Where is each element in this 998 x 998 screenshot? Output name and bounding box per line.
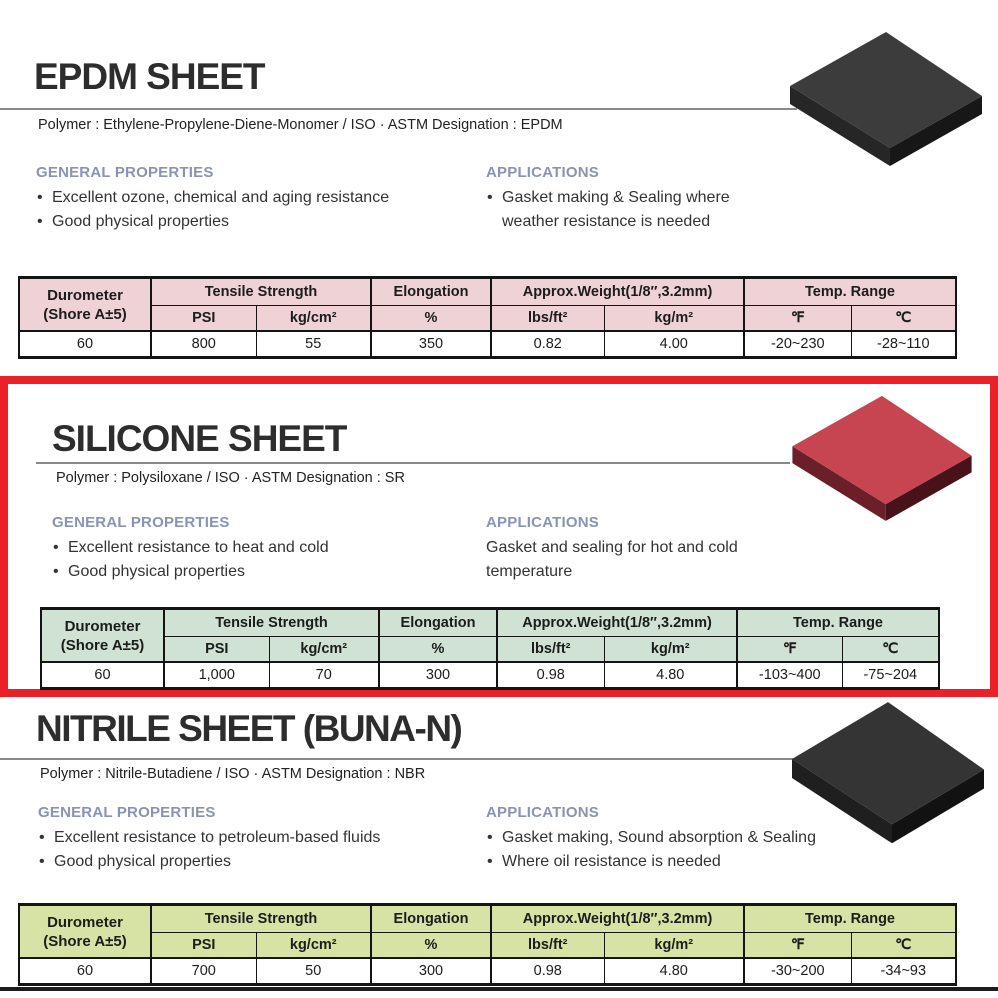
th-deg-c: ℃	[851, 933, 956, 959]
cell-kg-cm2: 50	[256, 958, 371, 985]
table-row	[19, 331, 956, 358]
th-durometer-line2: (Shore A±5)	[60, 636, 145, 654]
cell-psi: 700	[151, 958, 256, 985]
epdm-applications-heading: APPLICATIONS	[486, 164, 599, 181]
cell-durometer: 60	[19, 958, 151, 985]
cell-lbs-ft2: 0.98	[491, 958, 604, 985]
th-temp-range: Temp. Range	[744, 905, 956, 933]
cell-kg-m2: 4.80	[604, 662, 737, 689]
th-percent: %	[371, 933, 491, 959]
list-item: temperature	[486, 563, 573, 580]
epdm-spec-table	[18, 276, 957, 359]
list-item: • Excellent resistance to heat and cold	[52, 536, 329, 560]
nitrile-title-rule	[0, 758, 797, 760]
th-elongation: Elongation	[371, 905, 491, 933]
cell-kg-m2: 4.00	[604, 331, 744, 358]
cell-temp-f: -103~400	[737, 662, 842, 689]
cell-lbs-ft2: 0.82	[491, 331, 604, 358]
th-durometer-line1: Durometer	[47, 286, 123, 304]
th-elongation: Elongation	[379, 609, 497, 637]
list-item: • Good physical properties	[52, 560, 329, 584]
th-tensile-strength: Tensile Strength	[151, 278, 371, 306]
list-item: • Gasket making & Sealing where	[486, 186, 730, 210]
list-item: • Good physical properties	[36, 210, 389, 234]
th-lbs-ft2: lbs/ft²	[491, 306, 604, 332]
th-durometer	[41, 609, 164, 663]
cell-psi: 800	[151, 331, 256, 358]
th-durometer-line1: Durometer	[47, 913, 123, 931]
nitrile-general-properties-heading: GENERAL PROPERTIES	[38, 804, 216, 821]
th-lbs-ft2: lbs/ft²	[491, 933, 604, 959]
th-temp-range: Temp. Range	[737, 609, 939, 637]
th-durometer-line2: (Shore A±5)	[43, 305, 127, 323]
list-item: • Good physical properties	[38, 850, 380, 874]
silicone-title-rule	[36, 462, 790, 464]
th-deg-f: ℉	[744, 306, 851, 332]
list-item: • Excellent ozone, chemical and aging resistance	[36, 186, 389, 210]
cell-temp-f: -30~200	[744, 958, 851, 985]
th-deg-c: ℃	[851, 306, 956, 332]
silicone-subtitle: Polymer : Polysiloxane / ISO · ASTM Designation : SR	[56, 470, 405, 486]
th-kg-cm2: kg/cm²	[269, 637, 379, 663]
cell-psi: 1,000	[164, 662, 269, 689]
nitrile-sheet-image	[788, 700, 988, 858]
nitrile-applications-heading: APPLICATIONS	[486, 804, 599, 821]
cell-durometer: 60	[19, 331, 151, 358]
th-durometer-line1: Durometer	[64, 617, 141, 635]
cell-lbs-ft2: 0.98	[497, 662, 604, 689]
th-tensile-strength: Tensile Strength	[151, 905, 371, 933]
th-deg-c: ℃	[842, 637, 939, 663]
th-percent: %	[379, 637, 497, 663]
th-kg-cm2: kg/cm²	[256, 306, 371, 332]
cell-kg-m2: 4.80	[604, 958, 744, 985]
th-psi: PSI	[151, 933, 256, 959]
silicone-applications-list	[486, 536, 738, 584]
cell-temp-c: -34~93	[851, 958, 956, 985]
th-tensile-strength: Tensile Strength	[164, 609, 379, 637]
silicone-general-properties-list	[52, 536, 329, 584]
th-kg-m2: kg/m²	[604, 306, 744, 332]
cell-elongation: 350	[371, 331, 491, 358]
epdm-applications-list	[486, 186, 730, 234]
silicone-sheet-image	[788, 394, 976, 534]
th-durometer	[19, 905, 151, 959]
th-approx-weight: Approx.Weight(1/8″,3.2mm)	[491, 278, 744, 306]
table-row	[19, 958, 956, 985]
nitrile-general-properties-list	[38, 826, 380, 874]
nitrile-title: NITRILE SHEET (BUNA-N)	[36, 708, 462, 749]
th-approx-weight: Approx.Weight(1/8″,3.2mm)	[497, 609, 737, 637]
cell-temp-f: -20~230	[744, 331, 851, 358]
th-kg-m2: kg/m²	[604, 637, 737, 663]
cell-temp-c: -28~110	[851, 331, 956, 358]
cell-temp-c: -75~204	[842, 662, 939, 689]
th-kg-m2: kg/m²	[604, 933, 744, 959]
silicone-applications-heading: APPLICATIONS	[486, 514, 599, 531]
page-bottom-rule	[0, 987, 998, 991]
cell-kg-cm2: 70	[269, 662, 379, 689]
epdm-general-properties-heading: GENERAL PROPERTIES	[36, 164, 214, 181]
th-temp-range: Temp. Range	[744, 278, 956, 306]
cell-durometer: 60	[41, 662, 164, 689]
th-deg-f: ℉	[744, 933, 851, 959]
th-kg-cm2: kg/cm²	[256, 933, 371, 959]
list-item: • Gasket making, Sound absorption & Sealing	[486, 826, 816, 850]
th-durometer-line2: (Shore A±5)	[43, 932, 127, 950]
nitrile-applications-list	[486, 826, 816, 874]
silicone-general-properties-heading: GENERAL PROPERTIES	[52, 514, 230, 531]
list-item: • Excellent resistance to petroleum-based fluids	[38, 826, 380, 850]
cell-elongation: 300	[371, 958, 491, 985]
th-psi: PSI	[164, 637, 269, 663]
cell-elongation: 300	[379, 662, 497, 689]
th-percent: %	[371, 306, 491, 332]
list-item: • Where oil resistance is needed	[486, 850, 816, 874]
silicone-title: SILICONE SHEET	[52, 418, 347, 459]
epdm-sheet-image	[786, 30, 986, 180]
list-item: Gasket and sealing for hot and cold	[486, 539, 738, 556]
silicone-spec-table	[40, 607, 940, 690]
th-lbs-ft2: lbs/ft²	[497, 637, 604, 663]
nitrile-spec-table	[18, 903, 957, 986]
epdm-general-properties-list	[36, 186, 389, 234]
th-elongation: Elongation	[371, 278, 491, 306]
table-row	[41, 662, 939, 689]
th-psi: PSI	[151, 306, 256, 332]
th-approx-weight: Approx.Weight(1/8″,3.2mm)	[491, 905, 744, 933]
th-deg-f: ℉	[737, 637, 842, 663]
cell-kg-cm2: 55	[256, 331, 371, 358]
list-item: weather resistance is needed	[502, 213, 711, 230]
th-durometer	[19, 278, 151, 332]
epdm-title-rule	[0, 108, 797, 110]
epdm-title: EPDM SHEET	[34, 56, 265, 97]
epdm-subtitle: Polymer : Ethylene-Propylene-Diene-Monomer / ISO · ASTM Designation : EPDM	[38, 117, 563, 133]
nitrile-subtitle: Polymer : Nitrile-Butadiene / ISO · ASTM Designation : NBR	[40, 766, 426, 782]
